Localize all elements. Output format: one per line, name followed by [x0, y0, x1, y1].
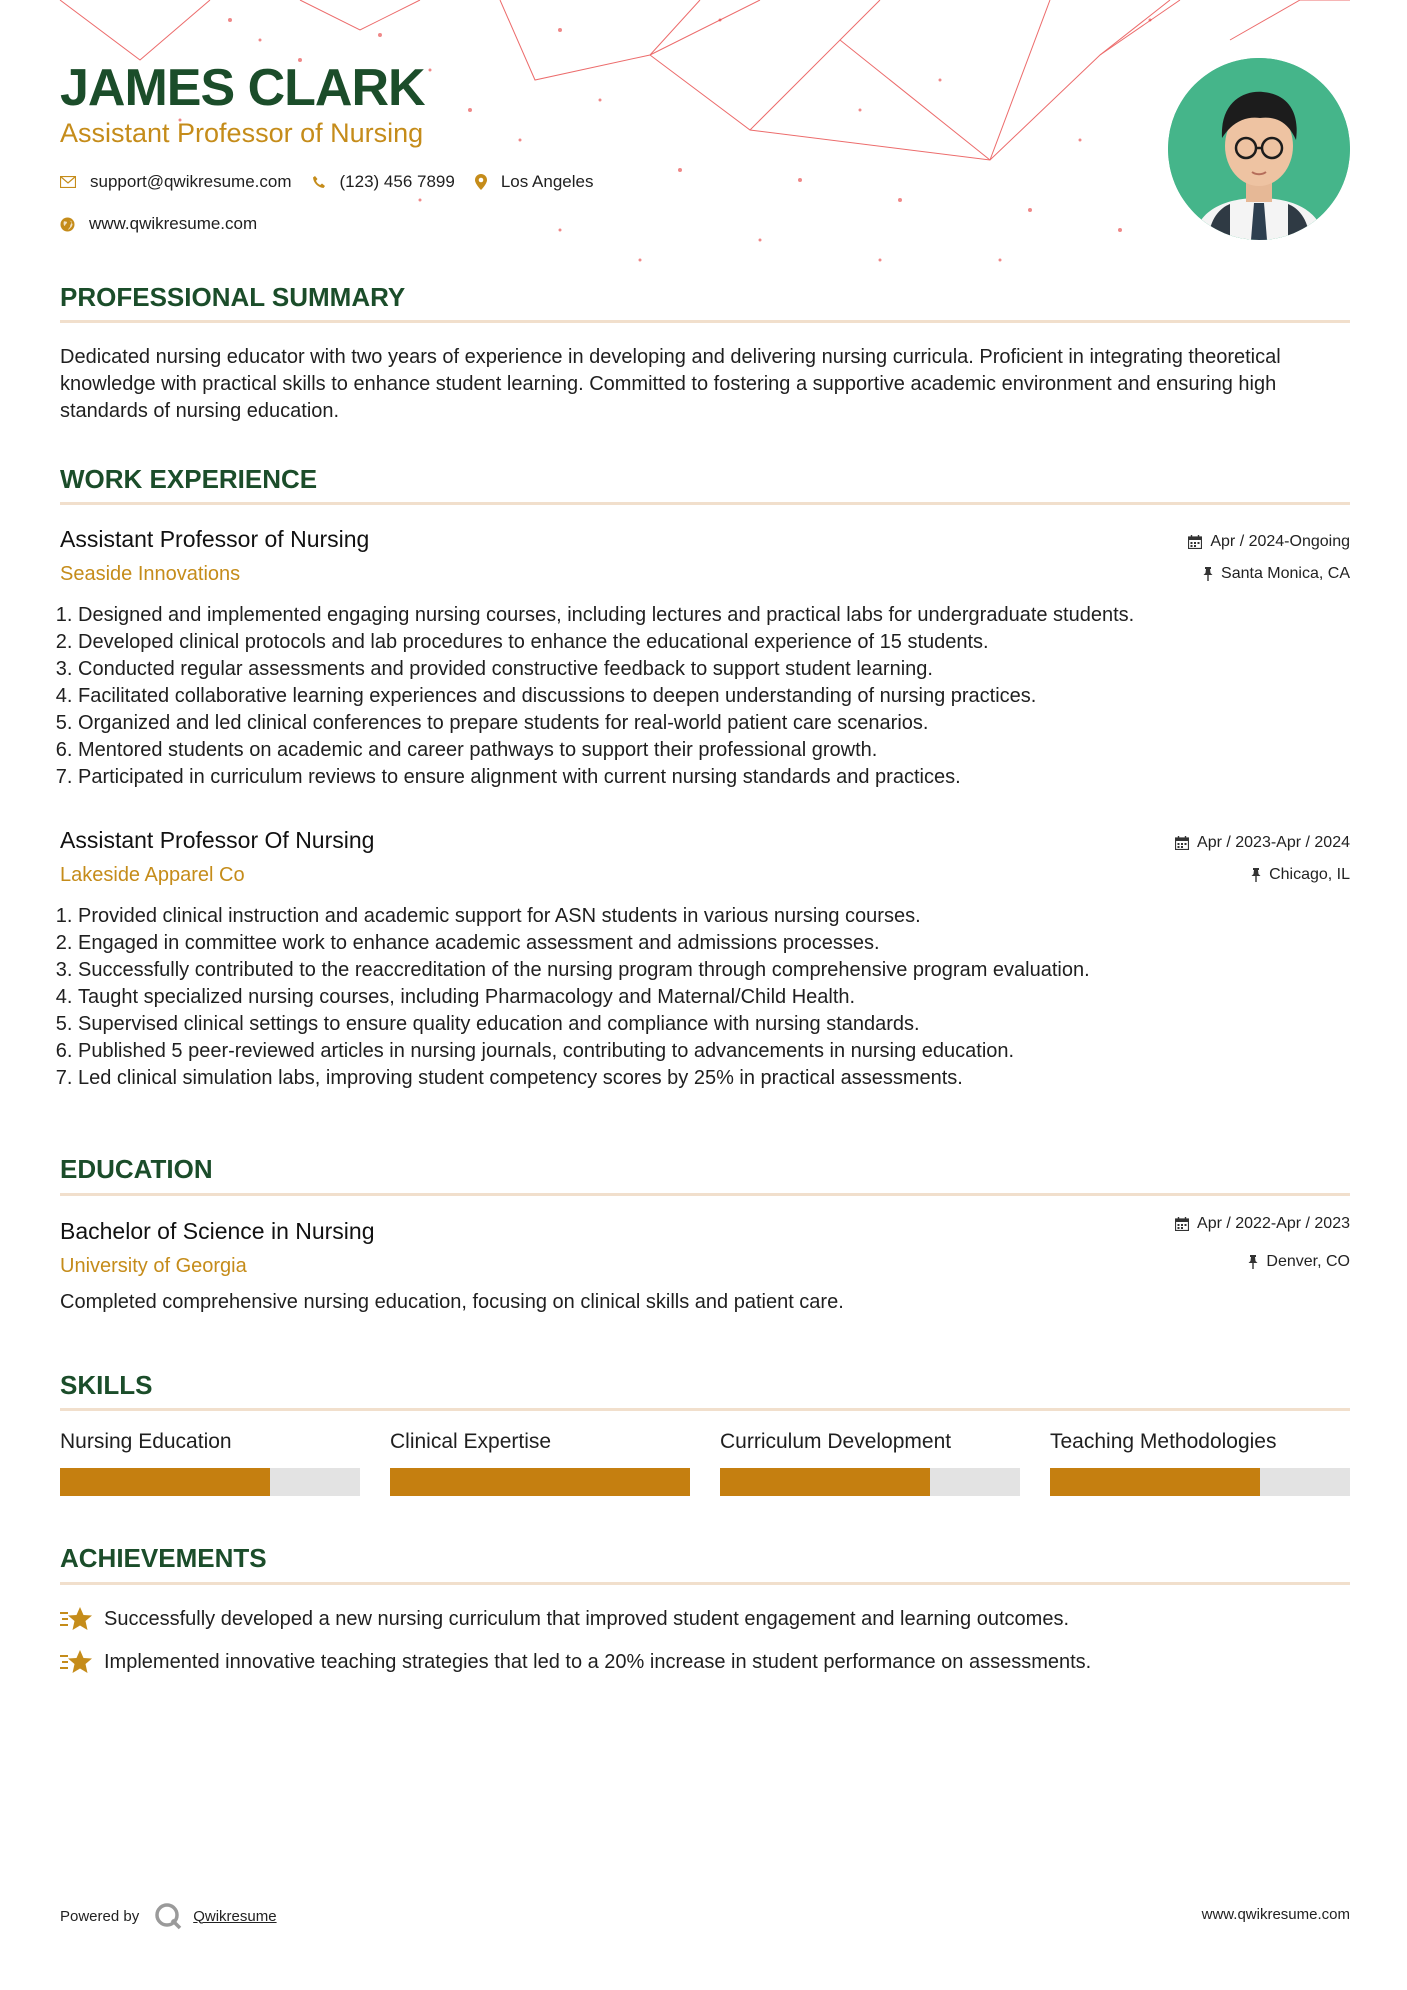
achievement-text: Implemented innovative teaching strategies that led to a 20% increase in student performance on assessments.	[104, 1650, 1092, 1673]
skill-level-bar	[390, 1468, 690, 1496]
email-text: support@qwikresume.com	[90, 172, 292, 191]
profile-photo	[1168, 58, 1350, 240]
school-name: University of Georgia	[60, 1255, 247, 1277]
email-icon	[60, 176, 76, 188]
list-item: 3. Successfully contributed to the reaccreditation of the nursing program through comprehensive program evaluation.	[78, 957, 1372, 984]
section-title-education: EDUCATION	[60, 1154, 213, 1184]
section-title-achievements: ACHIEVEMENTS	[60, 1543, 267, 1573]
skill-level-fill	[1050, 1468, 1260, 1496]
candidate-role: Assistant Professor of Nursing	[60, 118, 424, 148]
achievement-text: Successfully developed a new nursing curriculum that improved student engagement and learning outcomes.	[104, 1607, 1069, 1630]
skill-name: Curriculum Development	[720, 1430, 952, 1453]
list-item: 1. Designed and implemented engaging nursing courses, including lectures and practical labs for undergraduate students.	[78, 602, 1372, 629]
education-location-text: Denver, CO	[1266, 1253, 1350, 1270]
list-item: 3. Conducted regular assessments and provided constructive feedback to support student learning.	[78, 656, 1372, 683]
map-pin-icon	[475, 174, 487, 190]
job-location	[1203, 565, 1350, 583]
achievement-item	[60, 1649, 1091, 1675]
skill-item	[390, 1430, 690, 1496]
achievement-item	[60, 1606, 1069, 1632]
list-item: 7. Led clinical simulation labs, improving student competency scores by 25% in practical assessments.	[78, 1065, 1372, 1092]
footer-url[interactable]: www.qwikresume.com	[1201, 1906, 1350, 1923]
education-dates-text: Apr / 2022-Apr / 2023	[1197, 1215, 1350, 1232]
education-description: Completed comprehensive nursing education, focusing on clinical skills and patient care.	[60, 1291, 844, 1313]
footer-powered-by	[60, 1901, 277, 1931]
section-title-skills: SKILLS	[60, 1370, 153, 1400]
list-item: 5. Organized and led clinical conferences to prepare students for real-world patient care scenarios.	[78, 710, 1372, 737]
candidate-name: JAMES CLARK	[60, 59, 425, 117]
skill-item	[720, 1430, 1020, 1496]
contact-row-secondary	[60, 214, 277, 234]
list-item: 6. Mentored students on academic and career pathways to support their professional growth.	[78, 737, 1372, 764]
summary-text: Dedicated nursing educator with two years of experience in developing and delivering nursing curricula. Proficient in integrating theoretical knowledge with practical skills to enhance student learning. Committed to fostering a supportive academic environment and ensuring high standards of nursing education.	[60, 346, 1281, 422]
powered-by-label: Powered by	[60, 1907, 140, 1925]
list-item: 2. Developed clinical protocols and lab procedures to enhance the educational experience of 15 students.	[78, 629, 1372, 656]
education-dates	[1175, 1215, 1350, 1233]
job-location-text: Santa Monica, CA	[1221, 565, 1350, 582]
section-divider	[60, 1408, 1350, 1411]
list-item: 2. Engaged in committee work to enhance academic assessment and admissions processes.	[78, 930, 1372, 957]
section-divider	[60, 1582, 1350, 1585]
pushpin-icon	[1251, 868, 1261, 882]
skill-item	[60, 1430, 360, 1496]
job-location-text: Chicago, IL	[1269, 866, 1350, 883]
list-item: 4. Taught specialized nursing courses, including Pharmacology and Maternal/Child Health.	[78, 984, 1372, 1011]
job-dates	[1188, 533, 1350, 551]
website-text: www.qwikresume.com	[89, 214, 258, 233]
location-text: Los Angeles	[500, 172, 594, 191]
job-responsibilities	[56, 903, 1372, 1092]
pushpin-icon	[1248, 1255, 1258, 1269]
job-dates-text: Apr / 2024-Ongoing	[1210, 533, 1350, 550]
company-name: Seaside Innovations	[60, 563, 241, 585]
skill-level-fill	[720, 1468, 930, 1496]
contact-email[interactable]	[60, 172, 292, 192]
star-award-icon	[60, 1606, 92, 1632]
job-location	[1251, 866, 1350, 884]
phone-icon	[312, 175, 326, 189]
list-item: 5. Supervised clinical settings to ensure quality education and compliance with nursing standards.	[78, 1011, 1372, 1038]
star-award-icon	[60, 1649, 92, 1675]
pushpin-icon	[1203, 567, 1213, 581]
skill-level-bar	[720, 1468, 1020, 1496]
skill-level-fill	[60, 1468, 270, 1496]
skill-name: Clinical Expertise	[390, 1430, 552, 1453]
job-dates	[1175, 834, 1350, 852]
list-item: 6. Published 5 peer-reviewed articles in nursing journals, contributing to advancements in nursing education.	[78, 1038, 1372, 1065]
section-title-experience: WORK EXPERIENCE	[60, 464, 318, 494]
skill-item	[1050, 1430, 1350, 1496]
job-title: Assistant Professor Of Nursing	[60, 827, 375, 853]
contact-phone[interactable]	[312, 172, 455, 192]
job-title: Assistant Professor of Nursing	[60, 526, 370, 552]
calendar-icon	[1175, 1217, 1189, 1231]
skill-level-bar	[1050, 1468, 1350, 1496]
qwikresume-logo-icon	[153, 1901, 183, 1931]
qwikresume-link[interactable]: Qwikresume	[193, 1907, 277, 1925]
list-item: 7. Participated in curriculum reviews to ensure alignment with current nursing standards and practices.	[78, 764, 1372, 791]
education-location	[1248, 1253, 1350, 1271]
section-divider	[60, 502, 1350, 505]
globe-icon	[60, 217, 75, 232]
skill-name: Nursing Education	[60, 1430, 232, 1453]
skill-name: Teaching Methodologies	[1050, 1430, 1277, 1453]
calendar-icon	[1175, 836, 1189, 850]
phone-text: (123) 456 7899	[339, 172, 455, 191]
contact-location	[475, 172, 594, 192]
skill-level-fill	[390, 1468, 690, 1496]
job-responsibilities	[56, 602, 1372, 791]
job-dates-text: Apr / 2023-Apr / 2024	[1197, 834, 1350, 851]
section-divider	[60, 1193, 1350, 1196]
contact-website[interactable]	[60, 214, 257, 234]
section-title-summary: PROFESSIONAL SUMMARY	[60, 282, 406, 312]
skill-level-bar	[60, 1468, 360, 1496]
section-divider	[60, 320, 1350, 323]
list-item: 4. Facilitated collaborative learning experiences and discussions to deepen understanding of nursing practices.	[78, 683, 1372, 710]
company-name: Lakeside Apparel Co	[60, 864, 245, 886]
list-item: 1. Provided clinical instruction and academic support for ASN students in various nursing courses.	[78, 903, 1372, 930]
degree-title: Bachelor of Science in Nursing	[60, 1218, 375, 1244]
avatar-illustration	[1168, 58, 1350, 240]
contact-row-primary	[60, 172, 613, 192]
calendar-icon	[1188, 535, 1202, 549]
